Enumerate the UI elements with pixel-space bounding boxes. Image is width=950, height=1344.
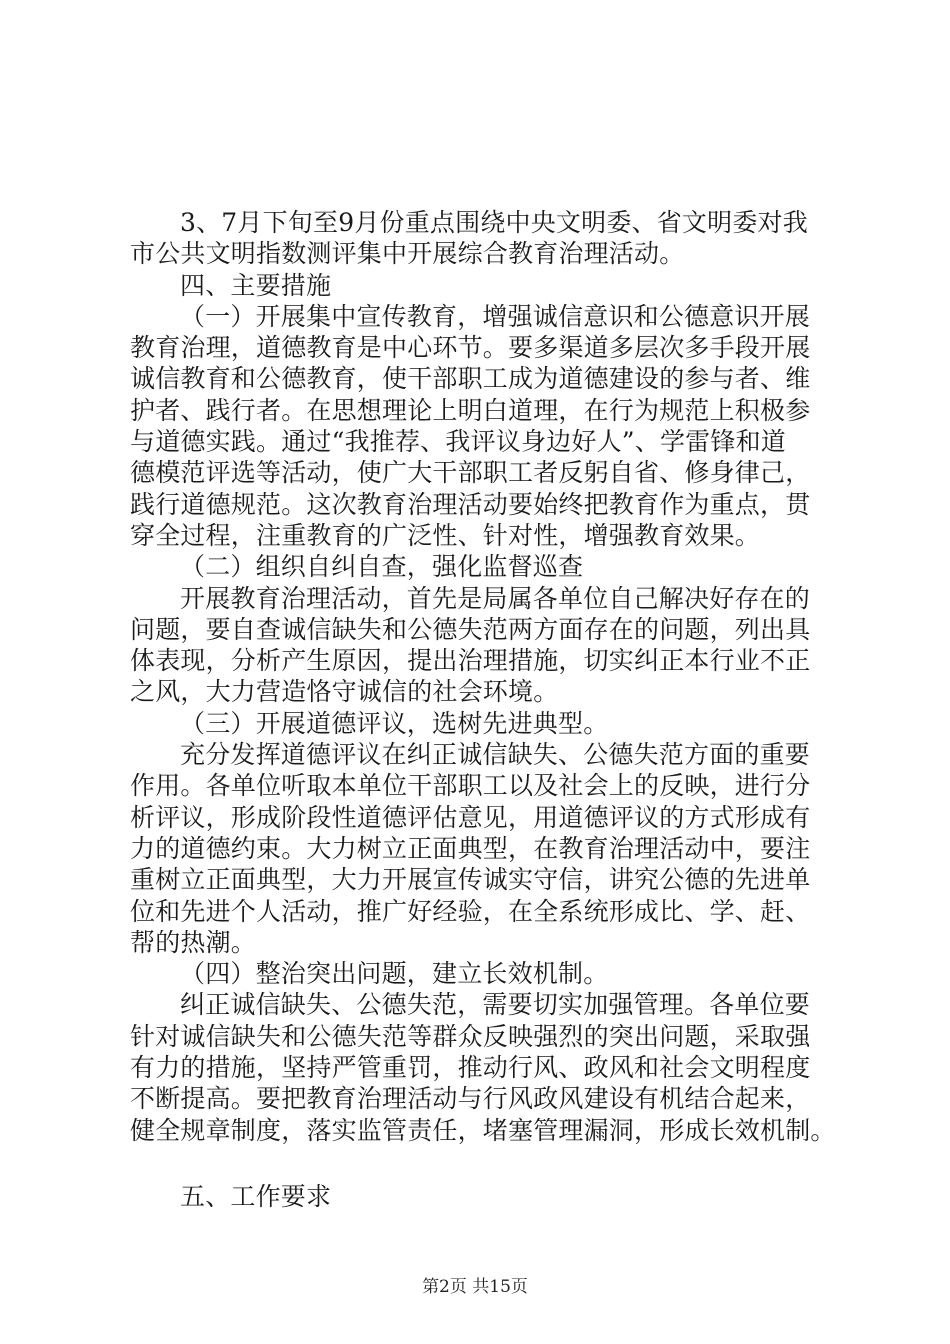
text-line: 教育治理，道德教育是中心环节。要多渠道多层次多手段开展	[130, 333, 811, 363]
text-line: 帮的热潮。	[130, 927, 257, 957]
text-line: 重树立正面典型，大力开展宣传诚实守信，讲究公德的先进单	[130, 865, 811, 895]
text-line: （二）组织自纠自查，强化监督巡查	[180, 552, 584, 582]
paragraph-lines	[130, 207, 835, 1146]
text-line: 析评议，形成阶段性道德评估意见，用道德评议的方式形成有	[130, 802, 811, 832]
text-line: 3、7月下旬至9月份重点围绕中央文明委、省文明委对我	[180, 208, 808, 237]
text-line: 四、主要措施	[180, 270, 332, 300]
text-line: 有力的措施，坚持严管重罚，推动行风、政风和社会文明程度	[130, 1053, 811, 1083]
text-line: 诚信教育和公德教育，使干部职工成为道德建设的参与者、维	[130, 364, 811, 394]
text-line: 护者、践行者。在思想理论上明白道理，在行为规范上积极参	[130, 395, 811, 425]
text-line: 健全规章制度，落实监管责任，堵塞管理漏洞，形成长效机制。	[130, 1115, 836, 1145]
text-line: 针对诚信缺失和公德失范等群众反映强烈的突出问题，采取强	[130, 1021, 811, 1051]
text-line: 穿全过程，注重教育的广泛性、针对性，增强教育效果。	[130, 520, 761, 550]
text-line: 开展教育治理活动，首先是局属各单位自己解决好存在的	[180, 583, 811, 613]
text-line: 问题，要自查诚信缺失和公德失范两方面存在的问题，列出具	[130, 614, 811, 644]
text-line: 之风，大力营造恪守诚信的社会环境。	[130, 677, 559, 707]
text-line: 充分发挥道德评议在纠正诚信缺失、公德失范方面的重要	[180, 740, 811, 770]
text-line: 力的道德约束。大力树立正面典型，在教育治理活动中，要注	[130, 833, 811, 863]
text-line: 与道德实践。通过“我推荐、我评议身边好人”、学雷锋和道	[130, 427, 786, 457]
text-line: 位和先进个人活动，推广好经验，在全系统形成比、学、赶、	[130, 896, 811, 926]
text-line: 纠正诚信缺失、公德失范，需要切实加强管理。各单位要	[180, 990, 811, 1020]
text-line: 不断提高。要把教育治理活动与行风政风建设有机结合起来，	[130, 1084, 811, 1114]
text-line: 德模范评选等活动，使广大干部职工者反躬自省、修身律己，	[130, 458, 811, 488]
text-line: （一）开展集中宣传教育，增强诚信意识和公德意识开展	[180, 301, 811, 331]
text-line: （三）开展道德评议，选树先进典型。	[180, 708, 609, 738]
document-body	[130, 207, 835, 1212]
text-line: 践行道德规范。这次教育治理活动要始终把教育作为重点，贯	[130, 489, 811, 519]
text-line: 体表现，分析产生原因，提出治理措施，切实纠正本行业不正	[130, 646, 811, 676]
text-line: （四）整治突出问题，建立长效机制。	[180, 959, 609, 989]
text-line: 市公共文明指数测评集中开展综合教育治理活动。	[130, 239, 685, 269]
page-footer: 第2页 共15页	[422, 1277, 528, 1297]
paragraph-gap	[130, 1146, 835, 1181]
section-heading: 五、工作要求	[180, 1181, 332, 1211]
text-line: 作用。各单位听取本单位干部职工以及社会上的反映，进行分	[130, 771, 811, 801]
